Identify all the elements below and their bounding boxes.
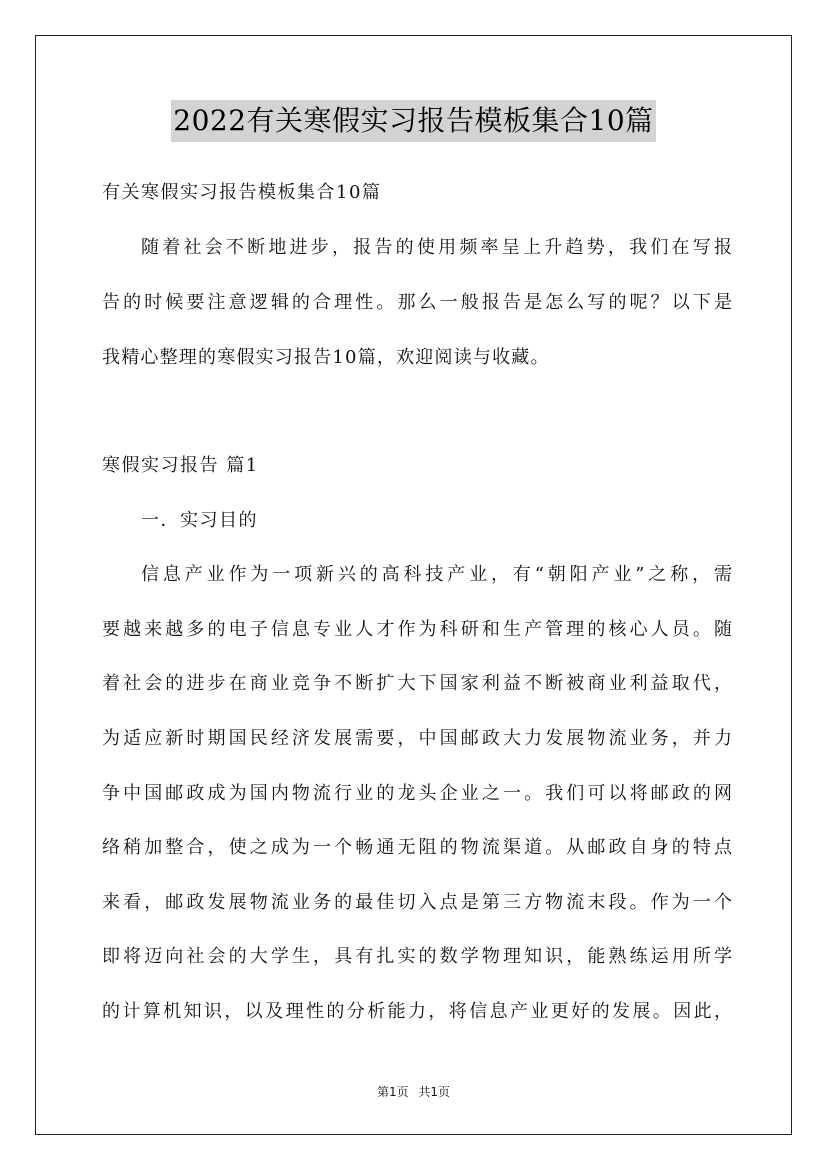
body-line-2: 要越来越多的电子信息专业人才作为科研和生产管理的核心人员。随 — [102, 619, 732, 640]
section-heading: 寒假实习报告 篇1 — [102, 455, 259, 476]
intro-line-1: 随着社会不断地进步，报告的使用频率呈上升趋势，我们在写报 — [141, 237, 732, 258]
body-line-3: 着社会的进步在商业竞争不断扩大下国家利益不断被商业利益取代， — [102, 673, 732, 694]
page-footer — [0, 1084, 827, 1100]
page-total: 共1页 — [418, 1085, 451, 1099]
title-block — [0, 100, 827, 142]
body-line-5: 争中国邮政成为国内物流行业的龙头企业之一。我们可以将邮政的网 — [102, 783, 732, 804]
subsection-heading: 一．实习目的 — [141, 510, 258, 531]
intro-line-2: 告的时候要注意逻辑的合理性。那么一般报告是怎么写的呢？以下是 — [102, 292, 732, 313]
body-line-7: 来看，邮政发展物流业务的最佳切入点是第三方物流末段。作为一个 — [102, 892, 732, 913]
body-line-6: 络稍加整合，使之成为一个畅通无阻的物流渠道。从邮政自身的特点 — [102, 837, 732, 858]
document-title: 2022有关寒假实习报告模板集合10篇 — [171, 100, 655, 142]
intro-line-3: 我精心整理的寒假实习报告10篇，欢迎阅读与收藏。 — [102, 347, 550, 368]
body-line-1: 信息产业作为一项新兴的高科技产业，有“朝阳产业”之称，需 — [141, 564, 732, 585]
body-line-9: 的计算机知识，以及理性的分析能力，将信息产业更好的发展。因此， — [102, 1001, 732, 1022]
page-number: 第1页 — [376, 1085, 409, 1099]
body-line-4: 为适应新时期国民经济发展需要，中国邮政大力发展物流业务，并力 — [102, 728, 732, 749]
document-subtitle: 有关寒假实习报告模板集合10篇 — [102, 182, 382, 203]
body-line-8: 即将迈向社会的大学生，具有扎实的数学物理知识，能熟练运用所学 — [102, 946, 732, 967]
